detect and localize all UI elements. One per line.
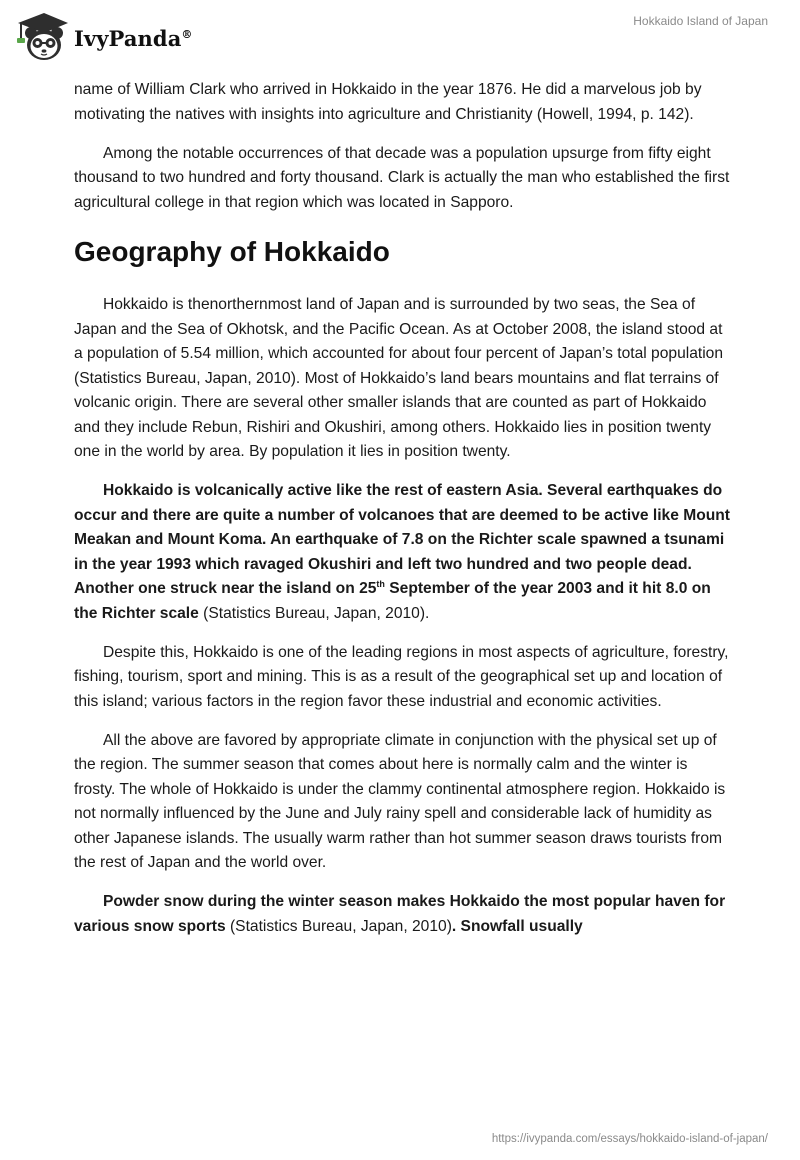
- essay-body: [74, 78, 730, 954]
- paragraph-7: [74, 890, 730, 939]
- paragraph-2: Among the notable occurrences of that decade was a population upsurge from fifty eight thousand to two hundred and forty thousand. Clark is actually the man who established the first agricultural college in that region which was located in Sapporo.: [74, 144, 730, 211]
- document-title: Hokkaido Island of Japan: [633, 14, 768, 28]
- paragraph-4: [74, 479, 730, 626]
- source-url[interactable]: https://ivypanda.com/essays/hokkaido-island-of-japan/: [491, 1133, 768, 1145]
- brand-name: IvyPanda®: [74, 25, 193, 51]
- citation: (Statistics Bureau, Japan, 2010).: [198, 604, 430, 622]
- bold-text: . Snowfall usually: [451, 917, 583, 935]
- citation: (Statistics Bureau, Japan, 2010): [225, 917, 452, 935]
- paragraph-1: name of William Clark who arrived in Hokkaido in the year 1876. He did a marvelous job by motivating the natives with insights into agriculture and Christianity (Howell, 1994, p. 142).: [74, 81, 702, 123]
- ordinal-suffix: th: [376, 579, 385, 589]
- bold-text: Hokkaido is volcanically active like the rest of eastern Asia. Several earthquakes do occur and there are quite a number of volcanoes that are deemed to be active like Mount Meakan and Mount Koma. An earthquake of 7.8 on the Richter scale spawned a tsunami in the year 1993 which ravaged Okushiri and left two hundred and two people dead. Another one struck near the island on 25: [74, 482, 730, 597]
- paragraph-6: All the above are favored by appropriate climate in conjunction with the physical set up of the region. The summer season that comes about here is normally calm and the winter is frosty. The whole of Hokkaido is under the clammy continental atmosphere region. Hokkaido is not normally influenced by the June and July rainy spell and considerable lack of humidity as other Japanese islands. The usually warm rather than hot summer season draws tourists from the rest of Japan and the world over.: [74, 731, 726, 871]
- bold-text: September of the year 2003 and it hit 8.0 on the Richter scale: [74, 580, 711, 622]
- registered-mark: ®: [181, 27, 193, 41]
- page-header: [0, 0, 800, 70]
- paragraph-5: Despite this, Hokkaido is one of the leading regions in most aspects of agriculture, forestry, fishing, tourism, sport and mining. This is as a result of the geographical set up and location of this island; various factors in the region favor these industrial and economic activities.: [74, 643, 729, 710]
- ivypanda-logo[interactable]: [14, 9, 193, 63]
- panda-graduate-icon: [14, 9, 70, 63]
- paragraph-3: Hokkaido is thenorthernmost land of Japan and is surrounded by two seas, the Sea of Japan and the Sea of Okhotsk, and the Pacific Ocean. As at October 2008, the island stood at a population of 5.54 million, which accounted for about four percent of Japan’s total population (Statistics Bureau, Japan, 2010). Most of Hokkaido’s land bears mountains and flat terrains of volcanic origin. There are several other smaller islands that are counted as part of Hokkaido and they include Rebun, Rishiri and Okushiri, among others. Hokkaido lies in position twenty one in the world by area. By population it lies in position twenty.: [74, 296, 724, 460]
- section-heading: Geography of Hokkaido: [74, 236, 390, 267]
- bold-text: Powder snow during the winter season makes Hokkaido the most popular haven for various snow sports: [74, 893, 726, 935]
